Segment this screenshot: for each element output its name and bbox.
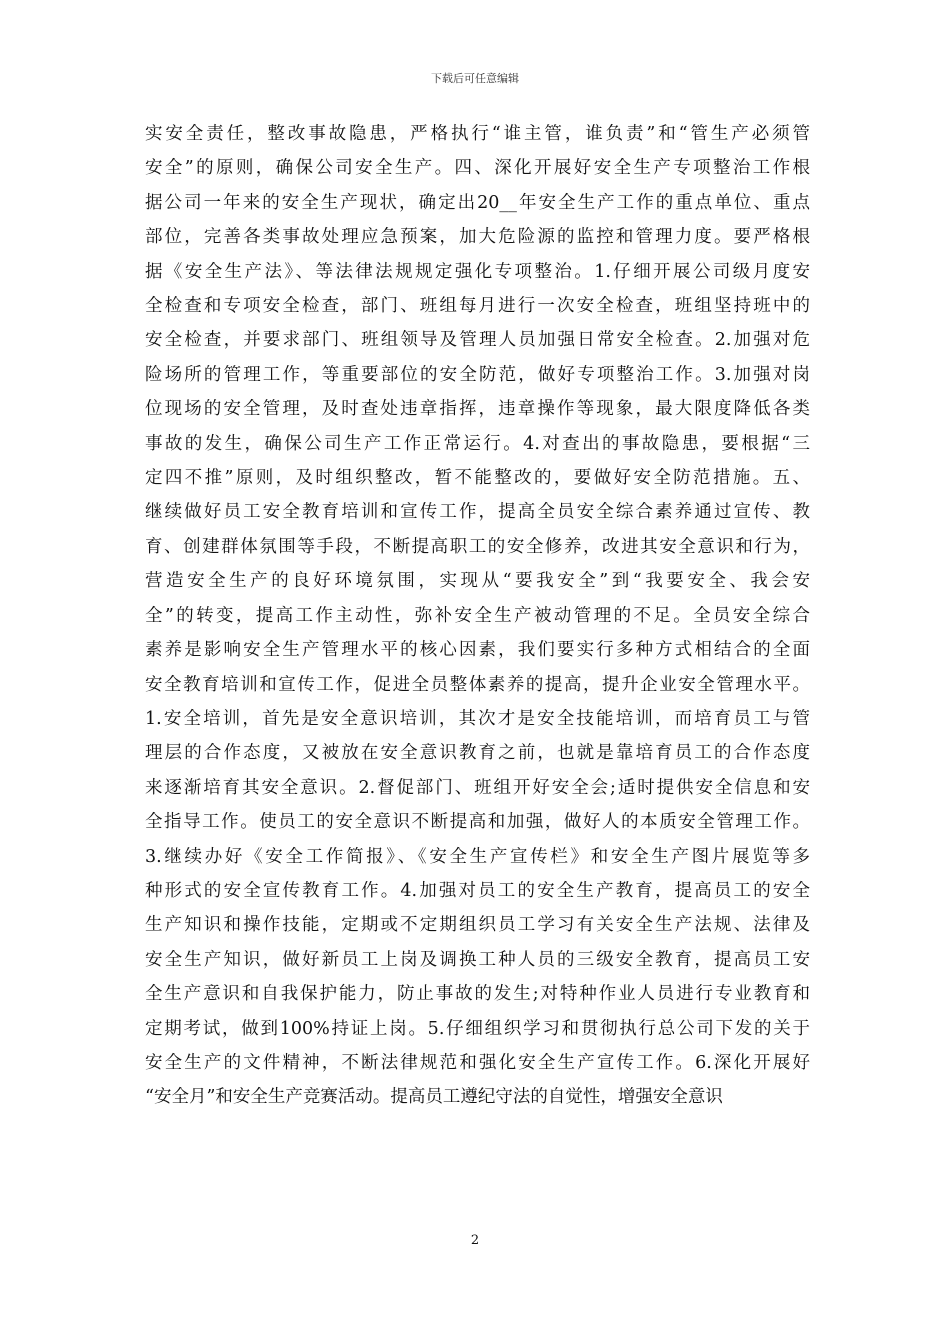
text-line: 位现场的安全管理，及时查处违章指挥，违章操作等现象，最大限度降低各类	[145, 399, 810, 420]
text-line: 部位，完善各类事故处理应急预案，加大危险源的监控和管理力度。要严格根	[145, 227, 810, 248]
page-header: 下载后可任意编辑	[431, 72, 519, 85]
text-line: 据《安全生产法》、等法律法规规定强化专项整治。1.仔细开展公司级月度安	[145, 261, 810, 282]
body-paragraph	[145, 117, 810, 1115]
text-line: 素养是影响安全生产管理水平的核心因素，我们要实行多种方式相结合的全面	[145, 640, 810, 661]
text-line: 全”的转变，提高工作主动性，弥补安全生产被动管理的不足。全员安全综合	[145, 605, 810, 626]
text-line: 事故的发生，确保公司生产工作正常运行。4.对查出的事故隐患，要根据“三	[145, 433, 810, 454]
text-line: 安全教育培训和宣传工作，促进全员整体素养的提高，提升企业安全管理水平。	[145, 674, 810, 695]
text-line: 3.继续办好《安全工作简报》、《安全生产宣传栏》和安全生产图片展览等多	[145, 846, 810, 867]
text-line: 理层的合作态度，又被放在安全意识教育之前，也就是靠培育员工的合作态度	[145, 743, 810, 764]
text-line: 1.安全培训，首先是安全意识培训，其次才是安全技能培训，而培育员工与管	[145, 708, 810, 729]
text-line: 安全检查，并要求部门、班组领导及管理人员加强日常安全检查。2.加强对危	[145, 330, 810, 351]
text-line: 定期考试，做到100%持证上岗。5.仔细组织学习和贯彻执行总公司下发的关于	[145, 1018, 810, 1039]
text-line: 险场所的管理工作，等重要部位的安全防范，做好专项整治工作。3.加强对岗	[145, 364, 810, 385]
text-line: 定四不推”原则，及时组织整改，暂不能整改的，要做好安全防范措施。五、	[145, 468, 810, 489]
text-line: 继续做好员工安全教育培训和宣传工作，提高全员安全综合素养通过宣传、教	[145, 502, 810, 523]
text-line: 全生产意识和自我保护能力，防止事故的发生;对特种作业人员进行专业教育和	[145, 984, 810, 1005]
text-line: 种形式的安全宣传教育工作。4.加强对员工的安全生产教育，提高员工的安全	[145, 880, 810, 901]
text-line: 安全生产的文件精神，不断法律规范和强化安全生产宣传工作。6.深化开展好	[145, 1052, 810, 1073]
text-line: 育、创建群体氛围等手段，不断提高职工的安全修养，改进其安全意识和行为，	[145, 536, 810, 557]
text-line: 全指导工作。使员工的安全意识不断提高和加强，做好人的本质安全管理工作。	[145, 812, 810, 833]
text-line: 实安全责任，整改事故隐患，严格执行“谁主管，谁负责”和“管生产必须管	[145, 124, 810, 144]
text-line: “安全月”和安全生产竞赛活动。提高员工遵纪守法的自觉性，增强安全意识	[145, 1087, 723, 1108]
text-line: 营造安全生产的良好环境氛围，实现从“要我安全”到“我要安全、我会安	[145, 571, 810, 592]
text-line: 来逐渐培育其安全意识。2.督促部门、班组开好安全会;适时提供安全信息和安	[145, 777, 810, 798]
text-line: 生产知识和操作技能，定期或不定期组织员工学习有关安全生产法规、法律及	[145, 915, 810, 936]
text-line: 安全生产知识，做好新员工上岗及调换工种人员的三级安全教育，提高员工安	[145, 949, 810, 970]
text-line: 全检查和专项安全检查，部门、班组每月进行一次安全检查，班组坚持班中的	[145, 296, 810, 317]
text-line: 据公司一年来的安全生产现状，确定出20__年安全生产工作的重点单位、重点	[145, 192, 810, 213]
page-number: 2	[470, 1233, 480, 1248]
text-line: 安全”的原则，确保公司安全生产。四、深化开展好安全生产专项整治工作根	[145, 158, 810, 179]
